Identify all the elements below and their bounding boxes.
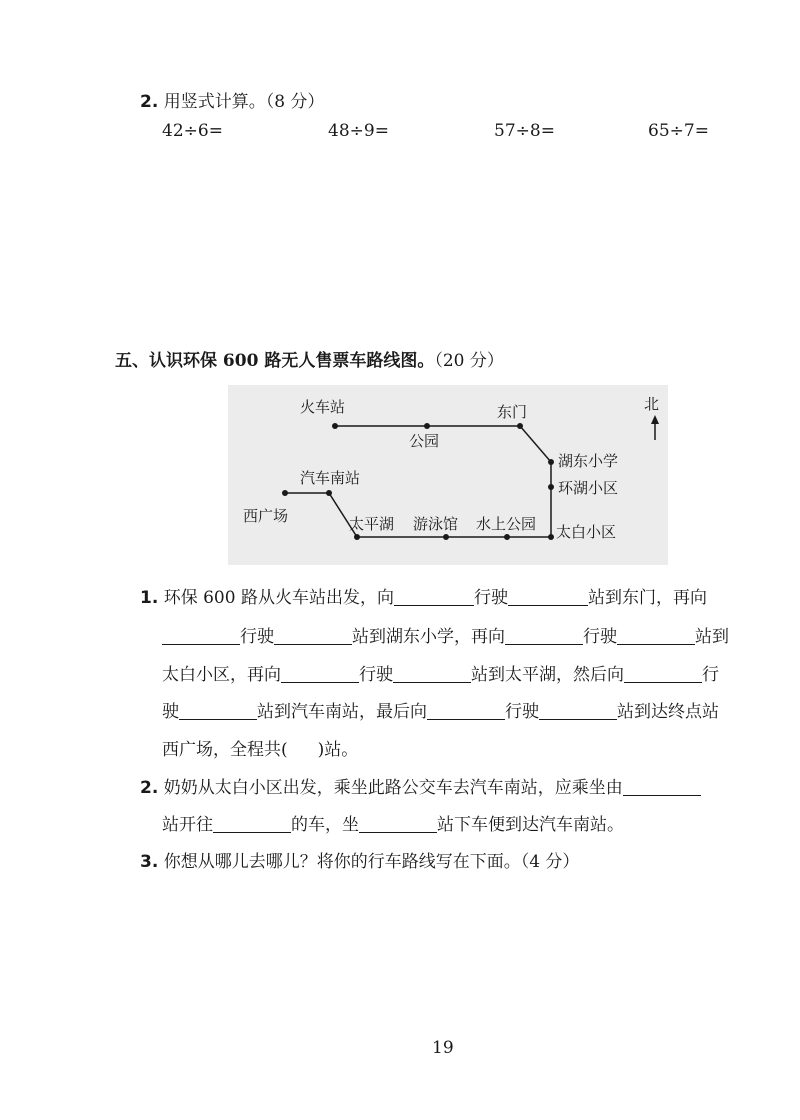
question-number: 2.	[140, 778, 159, 798]
page-number: 19	[432, 1038, 454, 1058]
station-dot	[504, 534, 510, 540]
station-label: 汽车南站	[300, 469, 361, 487]
q1-text: 站到湖东小学，再向	[352, 627, 505, 647]
station-dot	[548, 459, 554, 465]
answer-blank[interactable]	[162, 626, 240, 645]
section-title: 五、认识环保 600 路无人售票车路线图。	[115, 351, 435, 371]
q1-text: 行驶	[505, 702, 539, 722]
q1-line-5	[162, 735, 358, 760]
answer-blank[interactable]	[505, 626, 583, 645]
q1-text: 西广场，全程共(	[162, 740, 288, 760]
q1-text: 行驶	[473, 588, 508, 608]
q2-line-1	[140, 773, 701, 798]
answer-blank[interactable]	[359, 814, 437, 833]
station-label: 太白小区	[556, 523, 617, 541]
calc-item: 57÷8=	[494, 121, 555, 141]
q1-line-1	[140, 583, 707, 608]
q1-text: 环保 600 路从火车站出发，向	[163, 588, 394, 608]
q1-text: 驶	[162, 702, 179, 722]
section-score: （20 分）	[434, 351, 504, 371]
q1-text: 站到汽车南站，最后向	[257, 702, 427, 722]
calc-item: 48÷9=	[328, 121, 389, 141]
station-dot	[332, 423, 338, 429]
station-label: 公园	[409, 432, 440, 450]
station-dot	[354, 534, 360, 540]
station-label: 水上公园	[476, 515, 537, 533]
question-text: 用竖式计算。	[163, 92, 266, 112]
q3-score: （4 分）	[520, 852, 580, 872]
station-dot	[517, 423, 523, 429]
q1-line-3	[162, 660, 719, 685]
q1-text: )站。	[317, 740, 359, 760]
q2-text: 站下车便到达汽车南站。	[437, 815, 624, 835]
station-dot	[548, 484, 554, 490]
q1-text: 行驶	[359, 665, 393, 685]
station-dot	[326, 490, 332, 496]
answer-blank[interactable]	[617, 626, 695, 645]
station-label: 火车站	[300, 398, 346, 416]
q2-text: 站开往	[162, 815, 213, 835]
q2-line-2	[162, 810, 624, 835]
answer-blank[interactable]	[508, 587, 588, 606]
question-score: （8 分）	[265, 92, 325, 112]
q1-text: 行驶	[583, 627, 617, 647]
q1-line-2	[162, 622, 729, 647]
q3-text: 你想从哪儿去哪儿？将你的行车路线写在下面。	[163, 852, 521, 872]
answer-blank[interactable]	[427, 701, 505, 720]
station-label: 东门	[497, 403, 528, 421]
north-arrow-head	[651, 415, 659, 424]
north-label: 北	[644, 395, 660, 413]
q1-text: 站到太平湖，然后向	[471, 665, 624, 685]
answer-blank[interactable]	[624, 664, 702, 683]
q1-line-4	[162, 697, 719, 722]
station-label: 西广场	[243, 507, 289, 525]
q2-text: 的车，坐	[291, 815, 359, 835]
station-dot	[443, 534, 449, 540]
calc-item: 42÷6=	[162, 121, 223, 141]
question-number: 2.	[140, 92, 159, 112]
question-number: 3.	[140, 852, 159, 872]
answer-blank[interactable]	[393, 664, 471, 683]
station-dot	[548, 534, 554, 540]
answer-blank[interactable]	[281, 664, 359, 683]
station-label: 环湖小区	[558, 479, 619, 497]
station-dot	[424, 423, 430, 429]
q1-text: 太白小区，再向	[162, 665, 281, 685]
q1-text: 站到	[695, 627, 729, 647]
q1-text: 行	[702, 665, 719, 685]
q1-text: 行驶	[240, 627, 274, 647]
station-label: 游泳馆	[413, 515, 459, 533]
q2-text: 奶奶从太白小区出发，乘坐此路公交车去汽车南站，应乘坐由	[163, 778, 623, 798]
q3-line	[140, 847, 579, 872]
answer-blank[interactable]	[274, 626, 352, 645]
question-number: 1.	[140, 588, 159, 608]
answer-blank[interactable]	[213, 814, 291, 833]
station-dot	[282, 490, 288, 496]
q1-text: 站到达终点站	[617, 702, 719, 722]
answer-blank[interactable]	[394, 587, 474, 606]
station-label: 湖东小学	[558, 452, 619, 470]
station-label: 太平湖	[349, 515, 395, 533]
q1-text: 站到东门，再向	[587, 588, 707, 608]
answer-blank[interactable]	[539, 701, 617, 720]
answer-blank[interactable]	[623, 777, 701, 796]
answer-blank[interactable]	[179, 701, 257, 720]
calc-item: 65÷7=	[648, 121, 709, 141]
